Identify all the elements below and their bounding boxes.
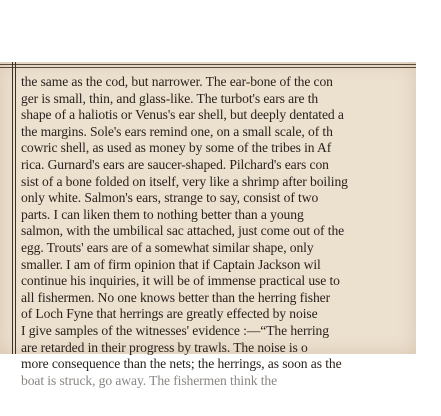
article-line-cut: boat is struck, go away. The fishermen think the <box>21 372 278 388</box>
article-line: shape of a haliotis or Venus's ear shell, but deeply dentated a <box>21 107 344 123</box>
article-line: are retarded in their progress by trawls. The noise is o <box>21 339 308 355</box>
newspaper-clipping <box>0 62 416 388</box>
top-rule <box>0 64 416 68</box>
article-column <box>21 74 441 389</box>
column-rule-inner <box>15 62 16 354</box>
article-line: all fishermen. No one knows better than the herring fisher <box>21 289 331 305</box>
article-line: egg. Trouts' ears are of a somewhat similar shape, only <box>21 239 314 255</box>
article-line: cowric shell, as used as money by some of the tribes in Af <box>21 140 332 156</box>
article-line: salmon, with the umbilical sac attached, just come out of the <box>21 223 345 239</box>
article-line: smaller. I am of firm opinion that if Captain Jackson wil <box>21 256 321 272</box>
column-rule-outer <box>12 62 13 354</box>
article-line: rica. Gurnard's ears are saucer-shaped. Pilchard's ears con <box>21 156 329 172</box>
article-line: parts. I can liken them to nothing better than a young <box>21 206 304 222</box>
article-line: of Loch Fyne that herrings are greatly effected by noise <box>21 306 318 322</box>
article-line: continue his inquiries, it will be of immense practical use to <box>21 273 340 289</box>
article-line: ger is small, thin, and glass-like. The turbot's ears are th <box>21 90 319 106</box>
article-line: the same as the cod, but narrower. The ear-bone of the con <box>21 74 333 89</box>
article-line: I give samples of the witnesses' evidence :—“The herring <box>21 322 329 338</box>
article-line: only white. Salmon's ears, strange to say, consist of two <box>21 190 319 206</box>
article-line: the margins. Sole's ears remind one, on a small scale, of th <box>21 123 333 139</box>
article-line: more consequence than the nets; the herrings, as soon as the <box>21 356 342 372</box>
article-line: sist of a bone folded on itself, very like a shrimp after boiling <box>21 173 348 189</box>
